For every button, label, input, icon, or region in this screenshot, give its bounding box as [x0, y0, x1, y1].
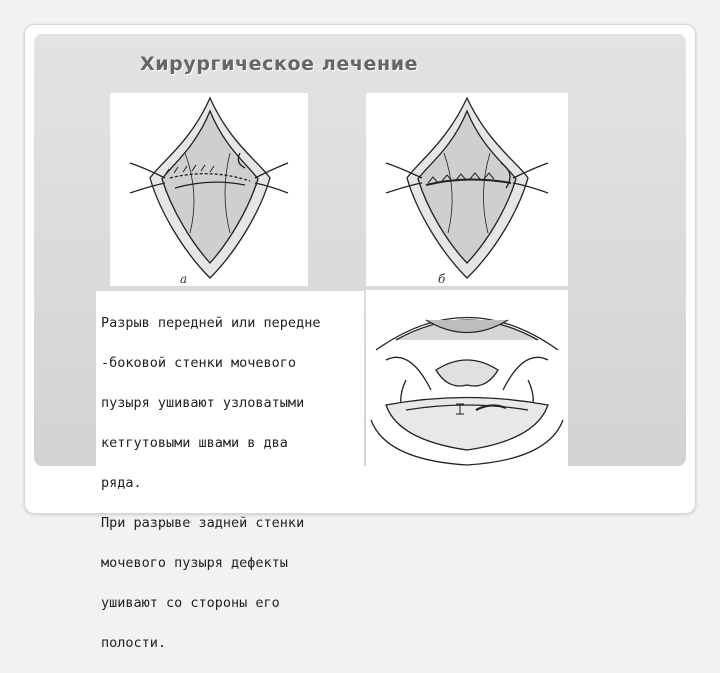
illustration-b	[366, 93, 568, 286]
body-line: мочевого пузыря дефекты	[101, 555, 288, 571]
illustration-c-drawing	[366, 290, 568, 466]
body-line: пузыря ушивают узловатыми	[101, 395, 305, 411]
body-line: Разрыв передней или передне	[101, 315, 321, 331]
slide-title: Хирургическое лечение	[140, 53, 419, 75]
illustration-c	[366, 290, 568, 466]
body-line: -боковой стенки мочевого	[101, 355, 297, 371]
body-line: При разрыве задней стенки	[101, 515, 305, 531]
body-line: кетгутовыми швами в два	[101, 435, 288, 451]
figure-a-caption: a	[180, 272, 188, 286]
description-text	[96, 291, 364, 651]
illustration-a-drawing	[110, 93, 308, 286]
body-line: полости.	[101, 635, 167, 651]
body-line: ушивают со стороны его	[101, 595, 280, 611]
body-line: ряда.	[101, 475, 142, 491]
illustration-b-drawing	[366, 93, 568, 286]
illustration-a	[110, 93, 308, 286]
figure-b-caption: б	[438, 272, 446, 286]
